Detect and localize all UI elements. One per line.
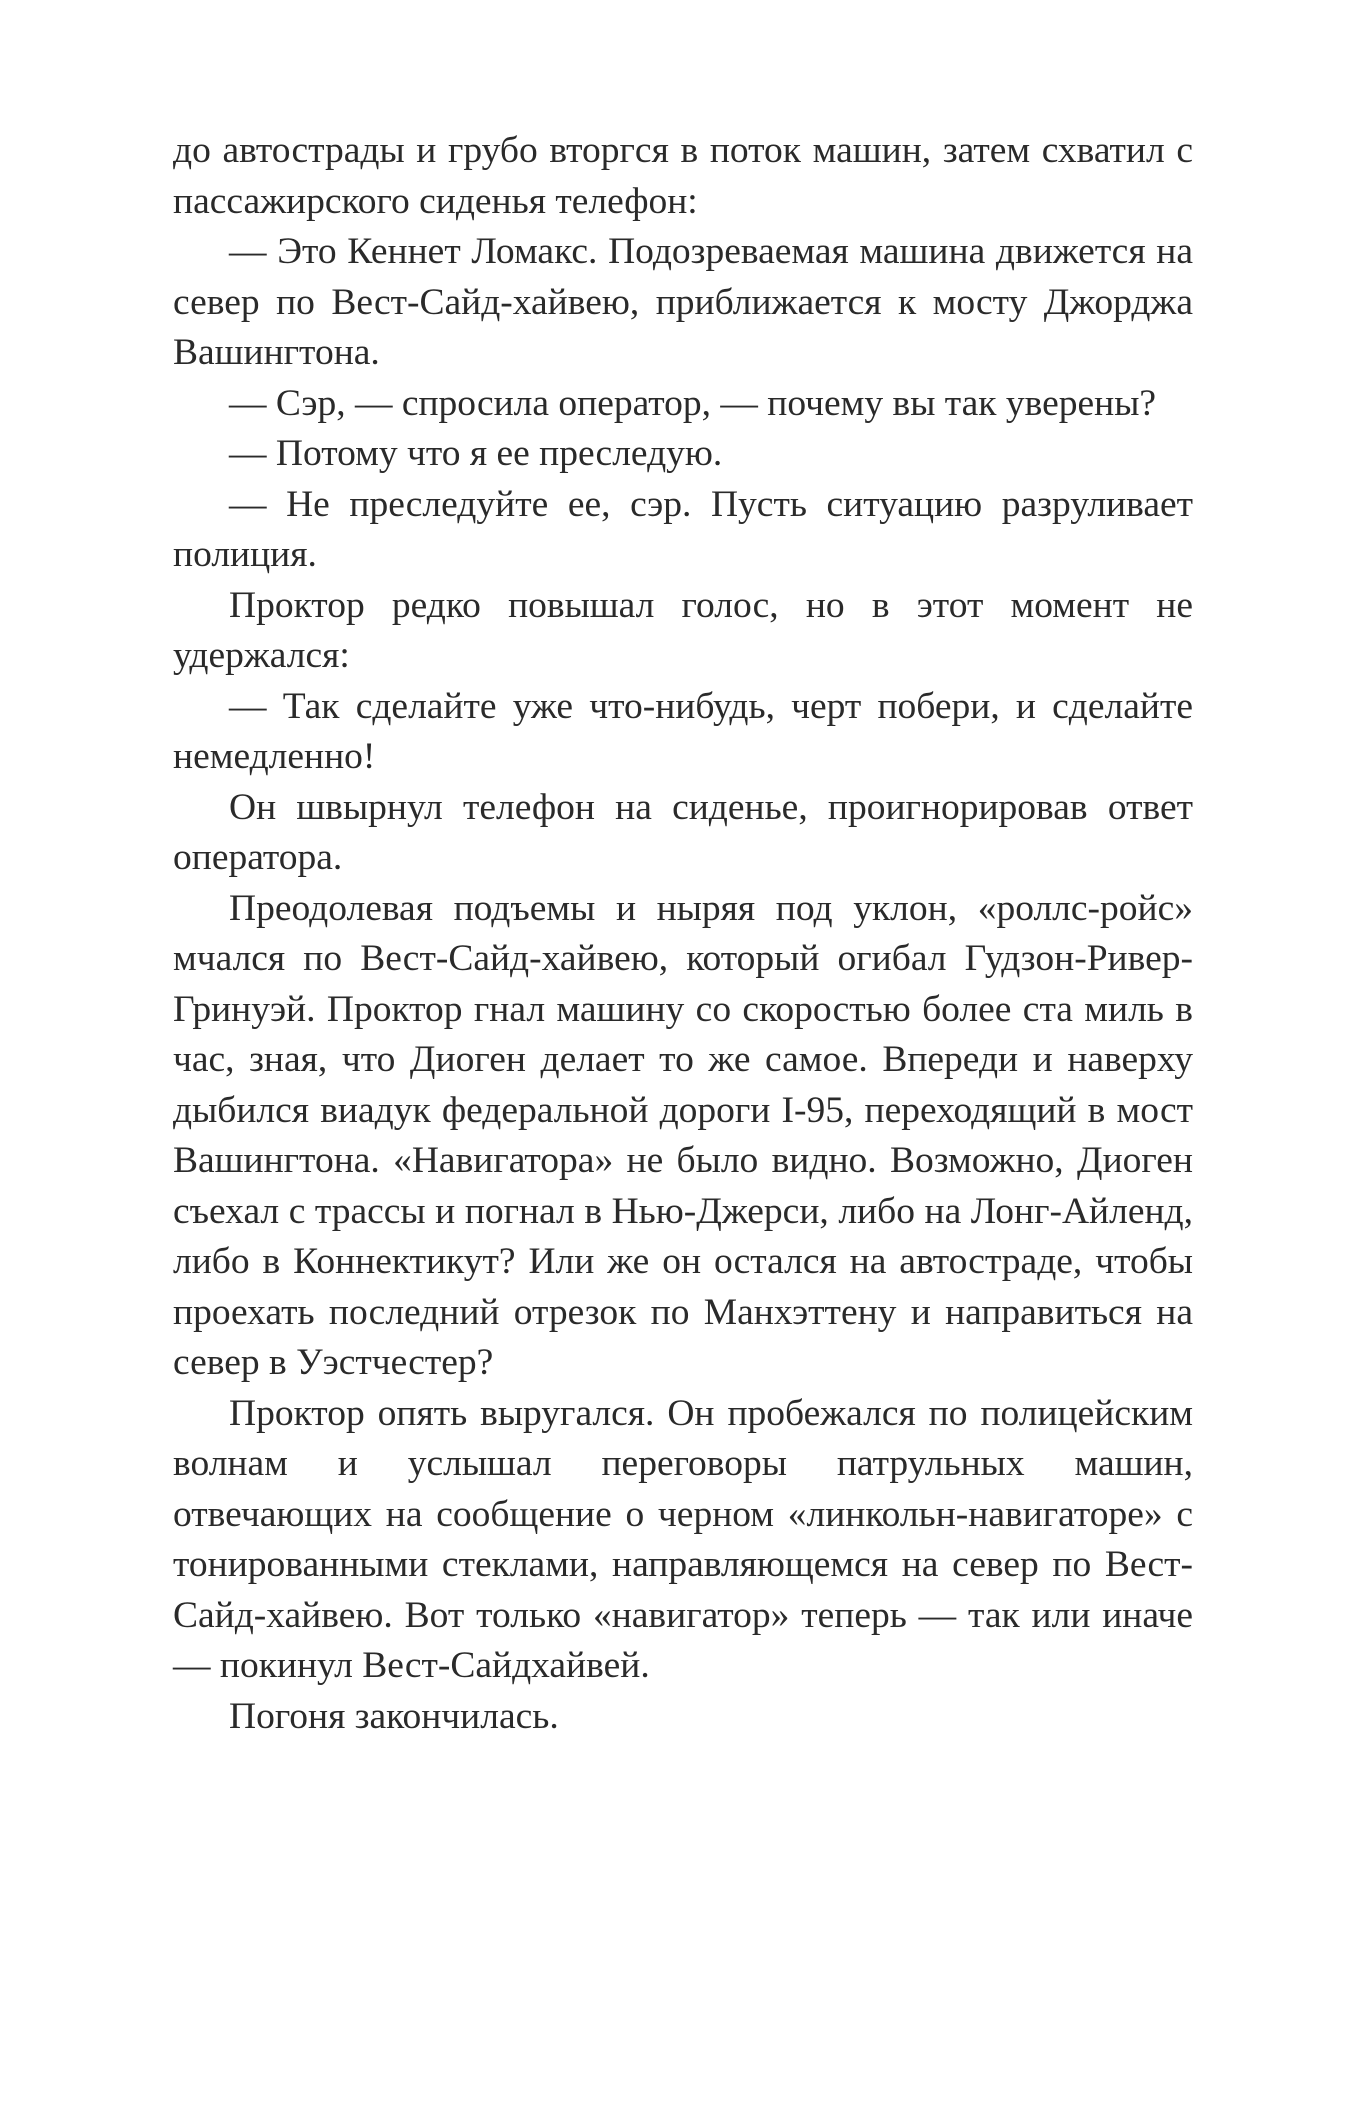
paragraph-1: до автострады и грубо вторгся в поток машин, затем схватил с пассажирского сиденья телефон: bbox=[173, 130, 1193, 222]
paragraph-9: Преодолевая подъемы и ныряя под уклон, «роллс-ройс» мчался по Вест-Сайд-хайвею, который огибал Гудзон-Ривер-Гринуэй. Проктор гнал машину со скоростью более ста миль в час, зная, что Диоген делает то же самое. Впереди и наверху дыбился виадук федеральной дороги I-95, переходящий в мост Вашингтона. «Навигатора» не было видно. Возможно, Диоген съехал с трассы и погнал в Нью-Джерси, либо на Лонг-Айленд, либо в Коннектикут? Или же он остался на автостраде, чтобы проехать последний отрезок по Манхэттену и направиться на север в Уэстчестер? bbox=[173, 887, 1193, 1383]
book-page bbox=[173, 126, 1193, 1742]
paragraph-4: — Потому что я ее преследую. bbox=[229, 433, 723, 474]
paragraph-11: Погоня закончилась. bbox=[229, 1695, 559, 1737]
paragraph-5: — Не преследуйте ее, сэр. Пусть ситуацию разруливает полиция. bbox=[173, 483, 1193, 575]
paragraph-2: — Это Кеннет Ломакс. Подозреваемая машина движется на север по Вест-Сайд-хайвею, приближается к мосту Джорджа Вашингтона. bbox=[173, 231, 1193, 373]
paragraph-7: — Так сделайте уже что-нибудь, черт побери, и сделайте немедленно! bbox=[173, 685, 1193, 777]
paragraph-3: — Сэр, — спросила оператор, — почему вы так уверены? bbox=[229, 382, 1157, 424]
paragraph-8: Он швырнул телефон на сиденье, проигнорировав ответ оператора. bbox=[173, 786, 1193, 878]
paragraph-6: Проктор редко повышал голос, но в этот момент не удержался: bbox=[173, 584, 1193, 676]
paragraph-10: Проктор опять выругался. Он пробежался по полицейским волнам и услышал переговоры патрульных машин, отвечающих на сообщение о черном «линкольн-навигаторе» с тонированными стеклами, направляющемся на север по Вест-Сайд-хайвею. Вот только «навигатор» теперь — так или иначе — покинул Вест-Сайдхайвей. bbox=[173, 1392, 1193, 1686]
